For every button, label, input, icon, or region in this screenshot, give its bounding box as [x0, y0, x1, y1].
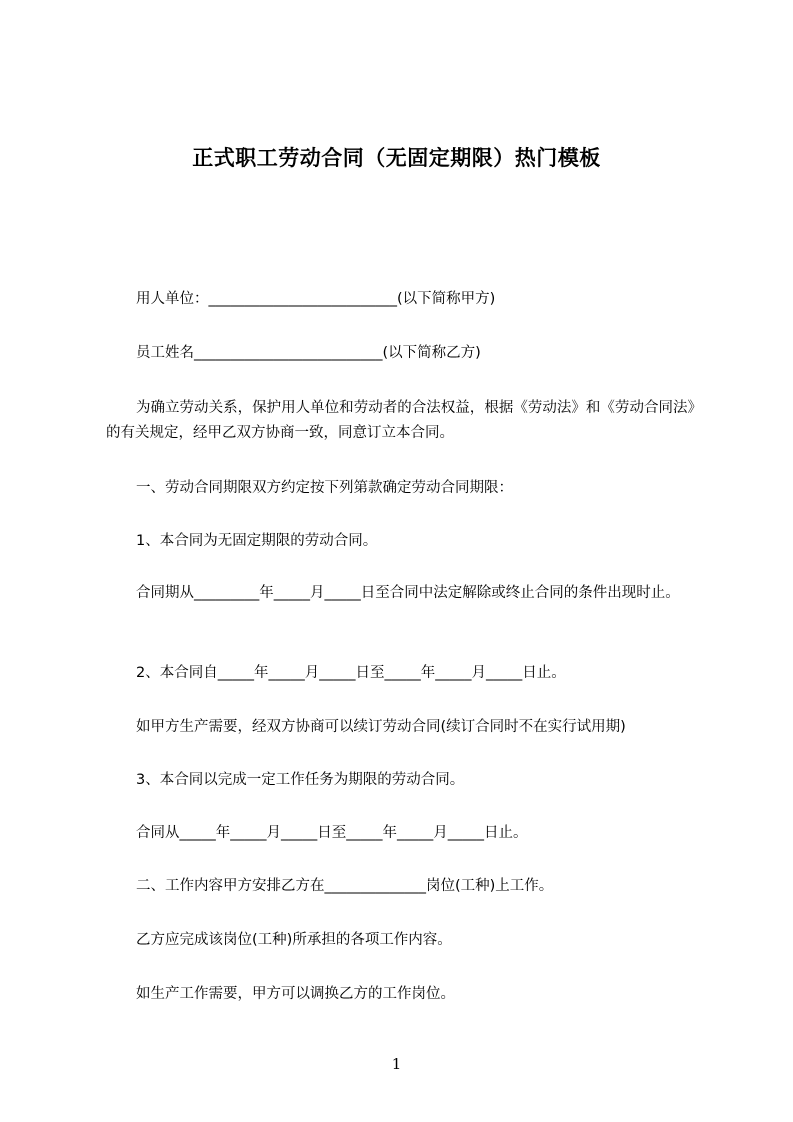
intro-paragraph: 为确立劳动关系，保护用人单位和劳动者的合法权益，根据《劳动法》和《劳动合同法》的有关规定，经甲乙双方协商一致，同意订立本合同。	[106, 400, 702, 441]
employee-line: 员工姓名__________________________(以下简称乙方)	[136, 345, 481, 361]
item-1: 1、本合同为无固定期限的劳动合同。	[136, 533, 378, 549]
section-1-heading: 一、劳动合同期限双方约定按下列第款确定劳动合同期限：	[136, 480, 513, 496]
item-2: 2、本合同自_____年_____月_____日至_____年_____月_____日止。	[136, 665, 566, 681]
item-3: 3、本合同以完成一定工作任务为期限的劳动合同。	[136, 772, 465, 788]
employer-line: 用人单位：__________________________(以下简称甲方)	[136, 291, 496, 307]
section-2-transfer: 如生产工作需要，甲方可以调换乙方的工作岗位。	[136, 986, 455, 1002]
document-title: 正式职工劳动合同（无固定期限）热门模板	[192, 146, 601, 170]
item-1-period: 合同期从_________年_____月_____日至合同中法定解除或终止合同的条件出现时止。	[136, 585, 680, 601]
item-3-period: 合同从_____年_____月_____日至_____年_____月_____日止。	[136, 825, 528, 841]
item-2-note: 如甲方生产需要，经双方协商可以续订劳动合同(续订合同时不在实行试用期)	[136, 719, 626, 735]
section-2-heading: 二、工作内容甲方安排乙方在______________岗位(工种)上工作。	[136, 878, 554, 894]
page-number: 1	[391, 1055, 402, 1073]
section-2-duty: 乙方应完成该岗位(工种)所承担的各项工作内容。	[136, 932, 452, 948]
